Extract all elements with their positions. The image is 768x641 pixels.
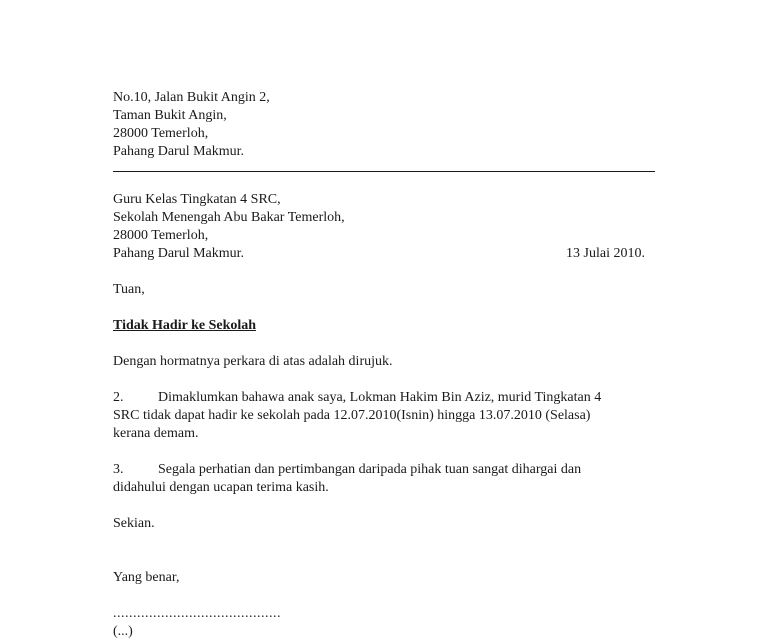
sender-address-line: 28000 Temerloh,	[113, 126, 209, 141]
recipient-address-line: Guru Kelas Tingkatan 4 SRC,	[113, 192, 281, 207]
recipient-address-line: Pahang Darul Makmur.	[113, 246, 245, 261]
sign-off: Yang benar,	[113, 570, 180, 585]
address-divider	[113, 171, 655, 172]
paragraph-text: Dimaklumkan bahawa anak saya, Lokman Hakim Bin Aziz, murid Tingkatan 4	[158, 390, 602, 405]
subject-heading: Tidak Hadir ke Sekolah	[113, 318, 257, 333]
recipient-address	[113, 191, 655, 263]
letter-date: 13 Julai 2010.	[566, 246, 645, 261]
paragraph-text: didahului dengan ucapan terima kasih.	[113, 480, 329, 495]
signer-name-cut: (...)	[113, 624, 133, 639]
sender-address	[113, 89, 655, 161]
paragraph-2	[113, 389, 655, 443]
paragraph-3	[113, 461, 655, 497]
paragraph-text: Segala perhatian dan pertimbangan daripada pihak tuan sangat dihargai dan	[158, 462, 582, 477]
paragraph-text: SRC tidak dapat hadir ke sekolah pada 12.07.2010(Isnin) hingga 13.07.2010 (Selasa)	[113, 408, 591, 423]
letter-page	[113, 89, 655, 641]
sender-address-line: Taman Bukit Angin,	[113, 108, 227, 123]
sender-address-line: Pahang Darul Makmur.	[113, 144, 245, 159]
recipient-last-line	[113, 245, 645, 263]
paragraph-text: kerana demam.	[113, 426, 199, 441]
paragraph-number: 3.	[113, 462, 124, 477]
closing: Sekian.	[113, 516, 155, 531]
recipient-address-line: 28000 Temerloh,	[113, 228, 209, 243]
sender-address-line: No.10, Jalan Bukit Angin 2,	[113, 90, 270, 105]
paragraph-number: 2.	[113, 390, 124, 405]
recipient-address-line: Sekolah Menengah Abu Bakar Temerloh,	[113, 210, 345, 225]
intro-paragraph: Dengan hormatnya perkara di atas adalah dirujuk.	[113, 354, 393, 369]
signature-line: ..........................................	[113, 606, 281, 621]
salutation: Tuan,	[113, 282, 145, 297]
